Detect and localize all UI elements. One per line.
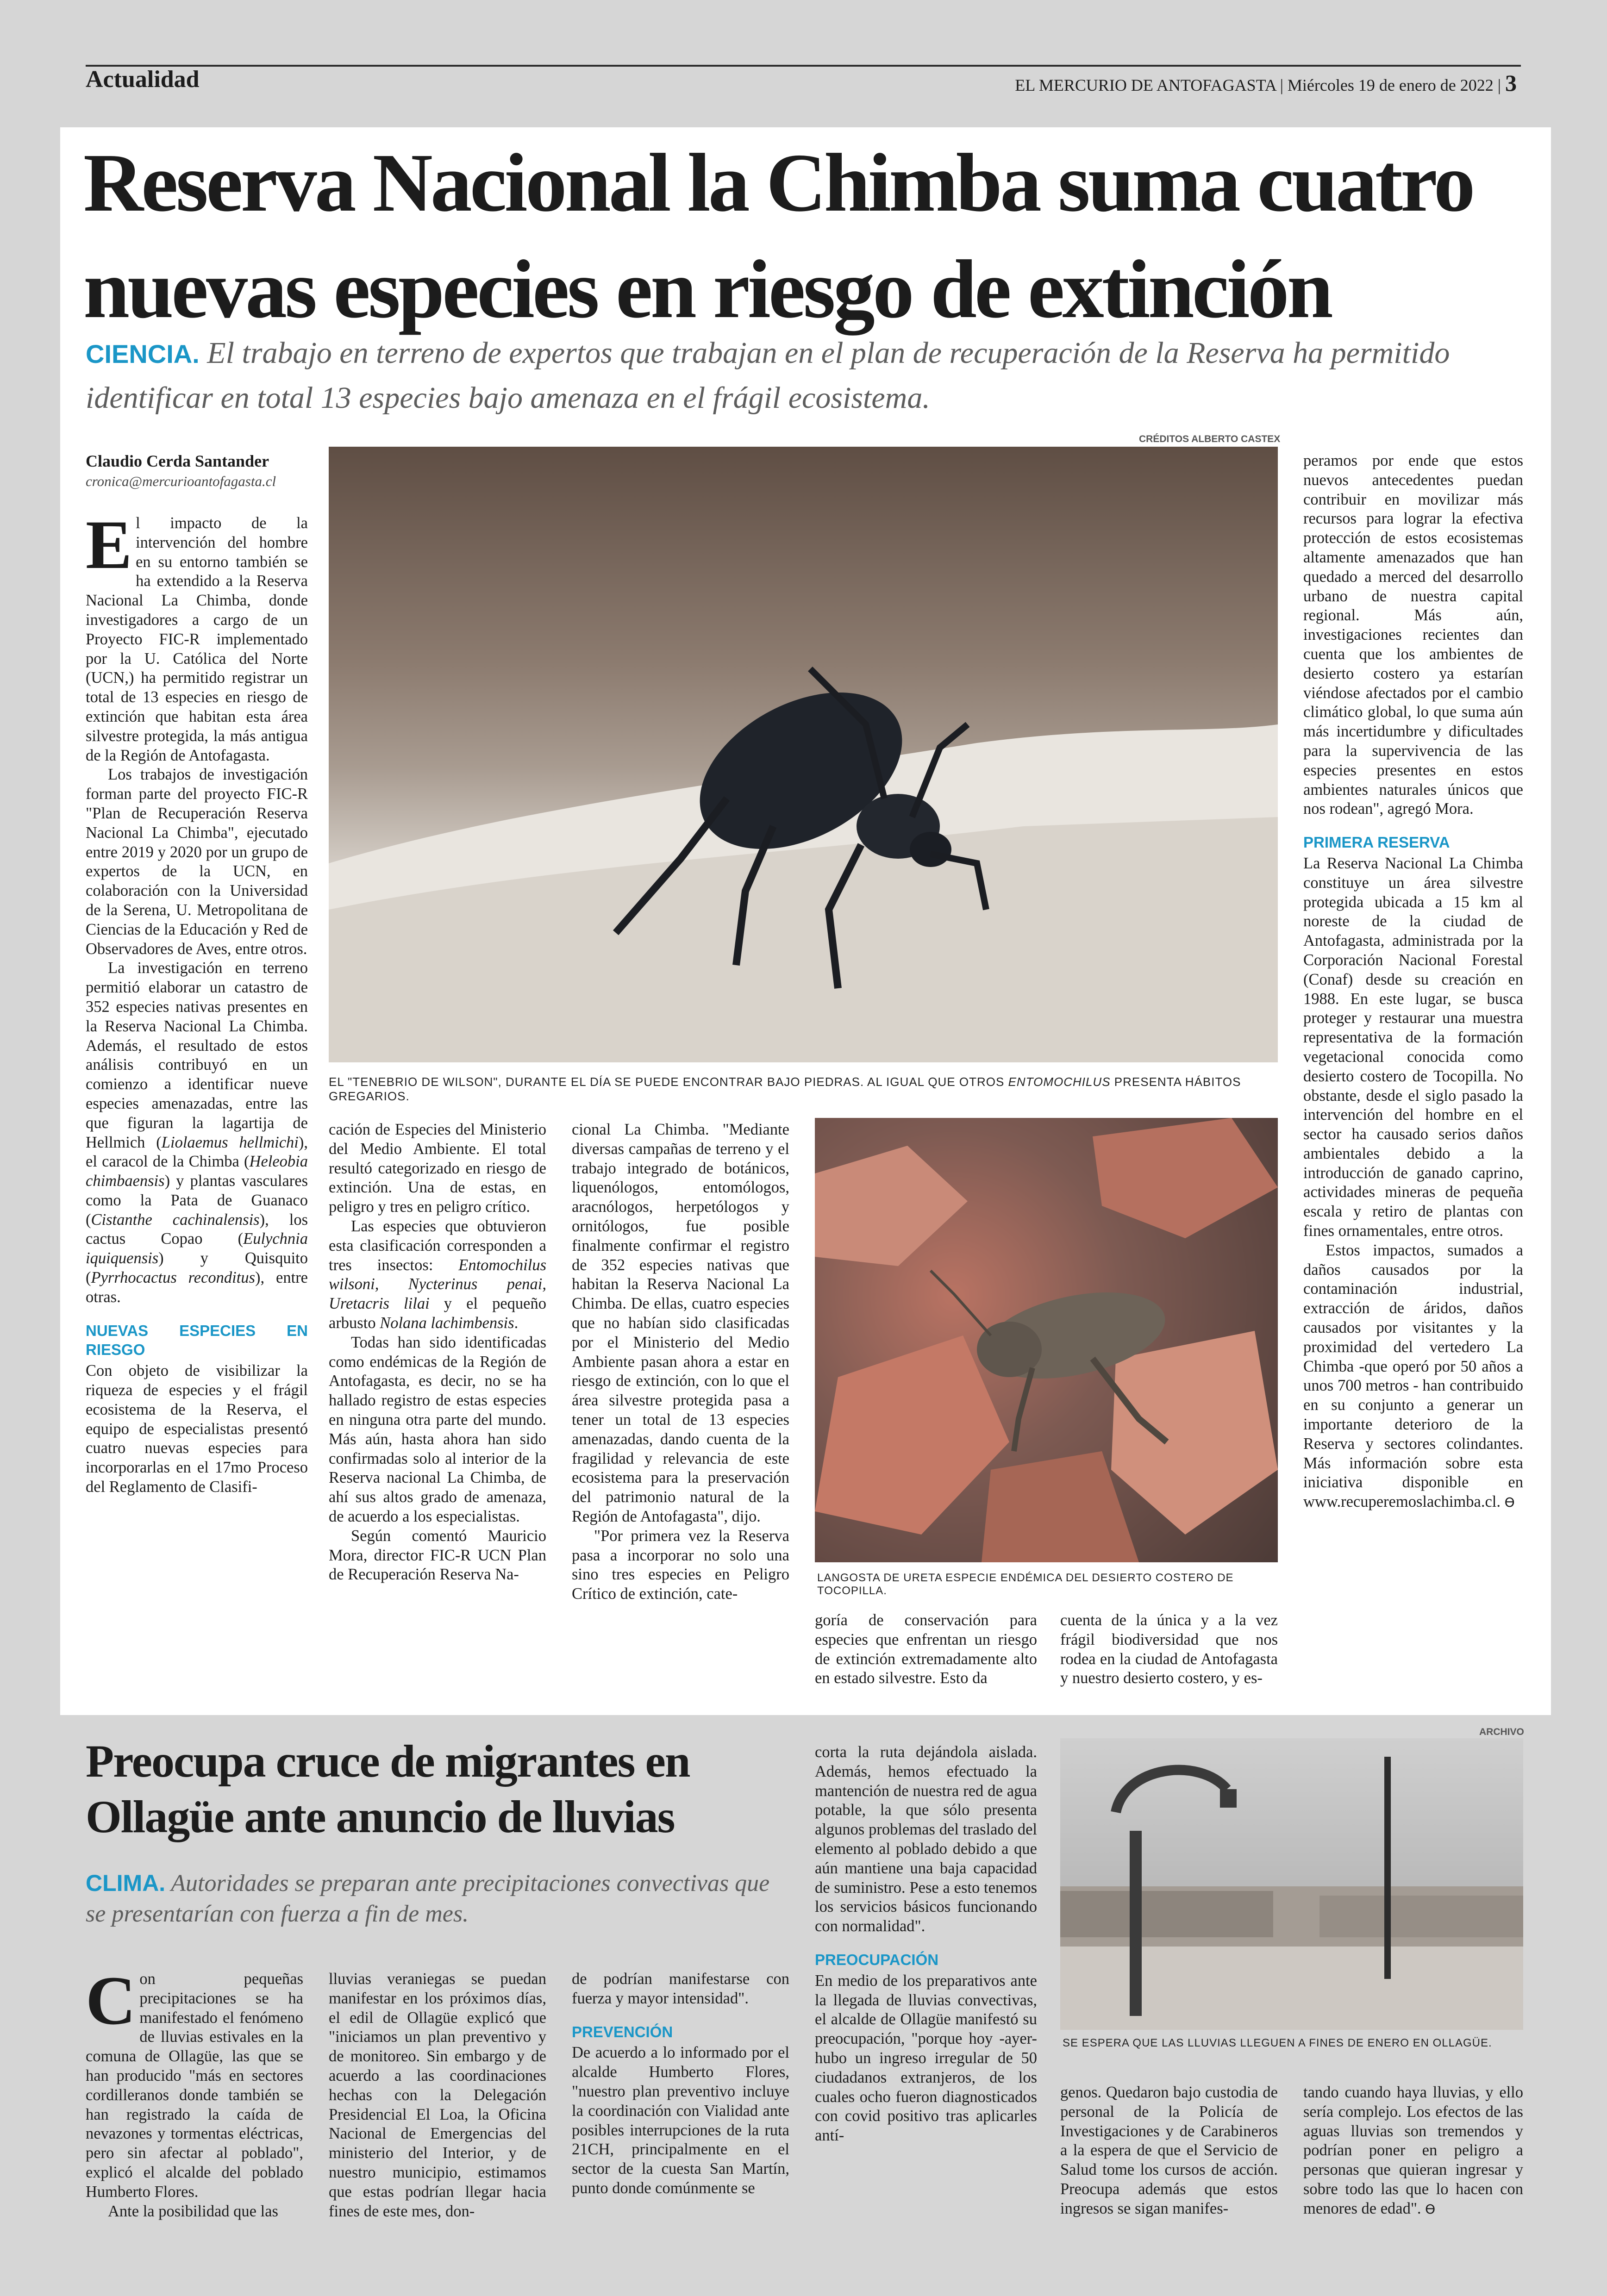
paragraph-text: Estos impactos, sumados a daños causados por la contaminación industrial, extracción de áridos, daños causados por visitantes y la proximidad del vertedero La Chimba -que operó por 50 años a unos 700 metros - han contribuido en su conjunto a generar un importante deterioro de la Reserva y sectores colindantes. Más información sobre esta iniciativa disponible en www.recuperemoslachimba.cl. xyxy=(1303,1241,1523,1511)
paragraph: Según comentó Mauricio Mora, director FIC-R UCN Plan de Recuperación Reserva Na- xyxy=(329,1527,546,1584)
species-name: Entomochilus wilsoni, Nycterinus penai, Uretacris lilai xyxy=(329,1256,546,1313)
article1-column-1 xyxy=(86,506,308,1497)
paragraph: En medio de los preparativos ante la llegada de lluvias convectivas, el alcalde de Ollagüe manifestó su preocupación, "porque hoy -ayer- hubo un ingreso irregular de 50 ciudadanos extranjeros, de los cuales ocho fueron diagnosticados con covid positivo tras aplicarles antí- xyxy=(815,1972,1037,2145)
subheading: NUEVAS ESPECIES EN RIESGO xyxy=(86,1322,308,1359)
paragraph: Los trabajos de investigación forman parte del proyecto FIC-R "Plan de Recuperación Reserva Nacional La Chimba", ejecutado entre 2019 y 2020 por un grupo de expertos de la UCN, en colaboración con la Universidad de la Serena, U. Metropolitana de Ciencias de la Educación y Red de Observadores de Aves, entre otros. xyxy=(86,766,308,958)
photo-credit: ARCHIVO xyxy=(1479,1727,1524,1737)
paragraph: cación de Especies del Ministerio del Medio Ambiente. El total resultó categorizado en riesgo de extinción. Una de estas, en peligro y tres en peligro crítico. xyxy=(329,1121,546,1216)
species-name: Eulychnia iquiquensis xyxy=(86,1230,308,1267)
species-name: Cistanthe cachinalensis xyxy=(91,1210,260,1229)
newspaper-name: EL MERCURIO DE ANTOFAGASTA xyxy=(1015,76,1276,94)
subheading: PREOCUPACIÓN xyxy=(815,1951,939,1968)
article2-column-3 xyxy=(572,1970,789,2198)
paragraph: corta la ruta dejándola aislada. Además, hemos efectuado la mantención de nuestra red de agua potable, la que sólo presenta algunos problemas del traslado del elemento al poblado debido a que aún mantiene una baja capacidad de suministro. Pese a esto tenemos los servicios básicos funcionando con normalidad". xyxy=(815,1743,1037,1935)
page-number: 3 xyxy=(1505,70,1517,96)
issue-date: Miércoles 19 de enero de 2022 xyxy=(1287,76,1494,94)
article1-column-4 xyxy=(815,1611,1037,1688)
paragraph: peramos por ende que estos nuevos antecedentes puedan contribuir en movilizar más recursos para lograr la efectiva protección de estos ecosistemas altamente amenazados que han quedado a merced del desarrollo urbano de nuestra capital regional. Más aún, investigaciones recientes dan cuenta que los ambientes de desierto costero ya estarían viéndose afectados por el cambio climático global, lo que suma aún más incertidumbre y dificultades para la supervivencia de las especies presentes en estos ambientes naturales únicos que nos rodean", agregó Mora. xyxy=(1303,452,1523,818)
beetle-photo xyxy=(329,447,1278,1062)
paragraph xyxy=(1303,2083,1523,2219)
village-illustration xyxy=(1060,1738,1523,2030)
paragraph xyxy=(86,1962,303,2202)
separator: | xyxy=(1280,76,1283,94)
paragraph-text: on pequeñas precipitaciones se ha manifestado el fenómeno de lluvias estivales en la comuna de Ollagüe, las que se han producido "más en sectores cordilleranos donde también se han registrado la caída de nevazones y tormentas eléctricas, pero sin afectar al poblado", explicó el alcalde del poblado Humberto Flores. xyxy=(86,1970,303,2201)
text: ), el caracol de la Chimba ( xyxy=(86,1133,308,1171)
paragraph xyxy=(329,1217,546,1333)
paragraph: Todas han sido identificadas como endémicas de la Región de Antofagasta, es decir, no se ha hallado registro de estas especies en ninguna otra parte del mundo. Más aún, hasta ahora han sido confirmadas solo al interior de la Reserva nacional La Chimba, de ahí sus altos grado de amenaza, de acuerdo a los especialistas. xyxy=(329,1333,546,1525)
drop-cap: C xyxy=(86,1962,136,2039)
text: y el pequeño arbusto xyxy=(329,1295,546,1332)
paragraph xyxy=(1303,1241,1523,1512)
headline-line: Preocupa cruce de migrantes en xyxy=(86,1735,690,1787)
article2-column-5 xyxy=(1060,2083,1278,2219)
end-mark: ϴ xyxy=(1425,2201,1436,2217)
article1-column-6 xyxy=(1303,451,1523,1512)
text: Las especies que obtuvieron esta clasificación corresponden a tres insectos: xyxy=(329,1217,546,1274)
deck-text: El trabajo en terreno de expertos que trabajan en el plan de recuperación de la Reserva ha permitido identificar en total 13 especies bajo amenaza en el frágil ecosistema. xyxy=(86,336,1450,415)
text: ), entre otras. xyxy=(86,1269,308,1306)
locust-caption: LANGOSTA DE URETA ESPECIE ENDÉMICA DEL DESIERTO COSTERO DE TOCOPILLA. xyxy=(817,1572,1234,1597)
beetle-illustration xyxy=(329,447,1278,1062)
deck-text: Autoridades se preparan ante precipitaciones convectivas que se presentarían con fuerza a fin de mes. xyxy=(86,1870,770,1927)
article2-headline xyxy=(86,1734,789,1845)
caption-genus: ENTOMOCHILUS xyxy=(1008,1075,1111,1089)
article2-column-6 xyxy=(1303,2083,1523,2219)
ollague-photo xyxy=(1060,1738,1523,2030)
paragraph: Con objeto de visibilizar la riqueza de especies y el frágil ecosistema de la Reserva, el equipo de especialistas presentó cuatro nuevas especies para incorporarlas en el 17mo Proceso del Reglamento de Clasifi- xyxy=(86,1362,308,1496)
paragraph: de podrían manifestarse con fuerza y mayor intensidad". xyxy=(572,1970,789,2007)
paragraph: Ante la posibilidad que las xyxy=(108,2202,278,2220)
article1-column-2 xyxy=(329,1120,546,1585)
article1-headline xyxy=(83,130,1537,343)
separator: | xyxy=(1497,76,1501,94)
paragraph-text: tando cuando haya lluvias, y ello sería complejo. Los efectos de las aguas lluvias son tremendos y podrían poner en peligro a personas que quieran ingresar y sobre todo las que lo hacen con menores de edad". xyxy=(1303,2084,1523,2217)
locust-photo xyxy=(815,1118,1278,1562)
article2-column-4 xyxy=(815,1743,1037,2146)
paragraph: genos. Quedaron bajo custodia de personal de la Policía de Investigaciones y de Carabineros a la espera de que el Servicio de Salud tome los cursos de acción. Preocupa además que estos ingresos se sigan manifes- xyxy=(1060,2084,1278,2217)
article2-column-2 xyxy=(329,1970,546,2221)
paragraph: cuenta de la única y a la vez frágil biodiversidad que nos rodea en la ciudad de Antofagasta y nuestro desierto costero, y es- xyxy=(1060,1611,1278,1687)
paragraph: lluvias veraniegas se puedan manifestar en los próximos días, el edil de Ollagüe explicó que "iniciamos un plan preventivo y de monitoreo. Sin embargo y de acuerdo a las coordinaciones hechas con la Delegación Presidencial El Loa, la Oficina Nacional de Emergencias del ministerio del Interior, y de nuestro municipio, estimamos que estas podrían llegar hacia fines de este mes, don- xyxy=(329,1970,546,2220)
article1-column-3 xyxy=(572,1120,789,1604)
paragraph: "Por primera vez la Reserva pasa a incorporar no solo una sino tres especies en Peligro Crítico de extinción, cate- xyxy=(572,1527,789,1603)
caption-text: PRESENTA HÁBITOS GREGARIOS. xyxy=(329,1075,1241,1103)
species-name: Heleobia chimbaensis xyxy=(86,1153,308,1190)
article1-deck xyxy=(86,331,1530,420)
ollague-caption: SE ESPERA QUE LAS LLUVIAS LLEGUEN A FINES DE ENERO EN OLLAGÜE. xyxy=(1063,2037,1492,2049)
headline-line: Ollagüe ante anuncio de lluvias xyxy=(86,1791,675,1842)
headline-line: nuevas especies en riesgo de extinción xyxy=(83,243,1331,335)
kicker: CLIMA. xyxy=(86,1870,166,1896)
paragraph: La Reserva Nacional La Chimba constituye un área silvestre protegida ubicada a 15 km al noreste de la ciudad de Antofagasta, administrada por la Corporación Nacional Forestal (Conaf) desde su creación en 1988. En este lugar, se busca proteger y restaurar una muestra representativa de la formación vegetacional conocida como desierto costero de Tocopilla. No obstante, desde el siglo pasado la intervención del hombre en el sector ha causado serios daños ambientales debido a la introducción de ganado caprino, actividades mineras de pequeña escala y retiro de plantas con fines ornamentales, entre otros. xyxy=(1303,854,1523,1240)
subheading: PREVENCIÓN xyxy=(572,2023,673,2040)
headline-line: Reserva Nacional la Chimba suma cuatro xyxy=(83,137,1473,229)
subheading: PRIMERA RESERVA xyxy=(1303,834,1450,851)
end-mark: ϴ xyxy=(1504,1495,1515,1510)
text: La investigación en terreno permitió elaborar un catastro de 352 especies nativas presentes en la Reserva Nacional La Chimba. Además, el resultado de estos análisis contribuyó en un comienzo a identificar nueve especies amenazadas, entre las que figuran la lagartija de Hellmich ( xyxy=(86,959,308,1151)
article2-deck xyxy=(86,1868,789,1929)
paragraph xyxy=(86,506,308,765)
caption-text: EL "TENEBRIO DE WILSON", DURANTE EL DÍA SE PUEDE ENCONTRAR BAJO PIEDRAS. AL IGUAL QUE OTROS xyxy=(329,1075,1008,1089)
photo-credit: CRÉDITOS ALBERTO CASTEX xyxy=(1139,434,1281,444)
species-name: Liolaemus hellmichi xyxy=(161,1133,299,1151)
author-email[interactable]: cronica@mercurioantofagasta.cl xyxy=(86,473,276,489)
article1-column-5 xyxy=(1060,1611,1278,1688)
masthead xyxy=(1015,69,1517,96)
species-name: Nolana lachimbensis xyxy=(380,1314,514,1332)
species-name: Pyrrhocactus reconditus xyxy=(91,1269,256,1287)
article2-column-1 xyxy=(86,1962,303,2221)
beetle-caption xyxy=(329,1075,1282,1104)
author-name: Claudio Cerda Santander xyxy=(86,452,269,470)
drop-cap: E xyxy=(86,506,132,583)
section-name: Actualidad xyxy=(86,66,200,93)
paragraph xyxy=(86,959,308,1307)
text: ), los cactus Copao ( xyxy=(86,1210,308,1248)
paragraph: goría de conservación para especies que enfrentan un riesgo de extinción extremadamente alto en estado silvestre. Esto da xyxy=(815,1611,1037,1687)
paragraph: De acuerdo a lo informado por el alcalde Humberto Flores, "nuestro plan preventivo incluye la coordinación con Vialidad ante posibles interrupciones de la ruta 21CH, principalmente en el sector de la cuesta San Martín, punto donde comúnmente se xyxy=(572,2044,789,2197)
kicker: CIENCIA. xyxy=(86,339,200,368)
text: ) y plantas vasculares como la Pata de Guanaco ( xyxy=(86,1172,308,1229)
paragraph: cional La Chimba. "Mediante diversas campañas de terreno y el trabajo integrado de botánicos, liquenólogos, entomólogos, aracnólogos, herpetólogos y ornitólogos, fue posible finalmente confirmar el registro de 352 especies nativas que habitan la Reserva Nacional La Chimba. De ellas, cuatro especies que no habían sido clasificadas por el Ministerio del Medio Ambiente pasan ahora a estar en riesgo de extinción, con lo que el área silvestre protegida pasa a tener un total de 13 especies amenazadas, dando cuenta de la fragilidad y relevancia de este ecosistema para la preservación del patrimonio natural de la Región de Antofagasta", dijo. xyxy=(572,1121,789,1525)
header-rule xyxy=(86,65,1521,67)
locust-illustration xyxy=(815,1118,1278,1562)
text: . xyxy=(514,1314,519,1332)
paragraph-text: l impacto de la intervención del hombre en su entorno también se ha extendido a la Reserva Nacional La Chimba, donde investigadores a cargo de un Proyecto FIC-R implementado por la U. Católica del Norte (UCN,) ha permitido registrar un total de 13 especies en riesgo de extinción que habitan esta área silvestre protegida, la más antigua de la Región de Antofagasta. xyxy=(86,514,308,764)
text: ) y Quisquito ( xyxy=(86,1249,308,1287)
